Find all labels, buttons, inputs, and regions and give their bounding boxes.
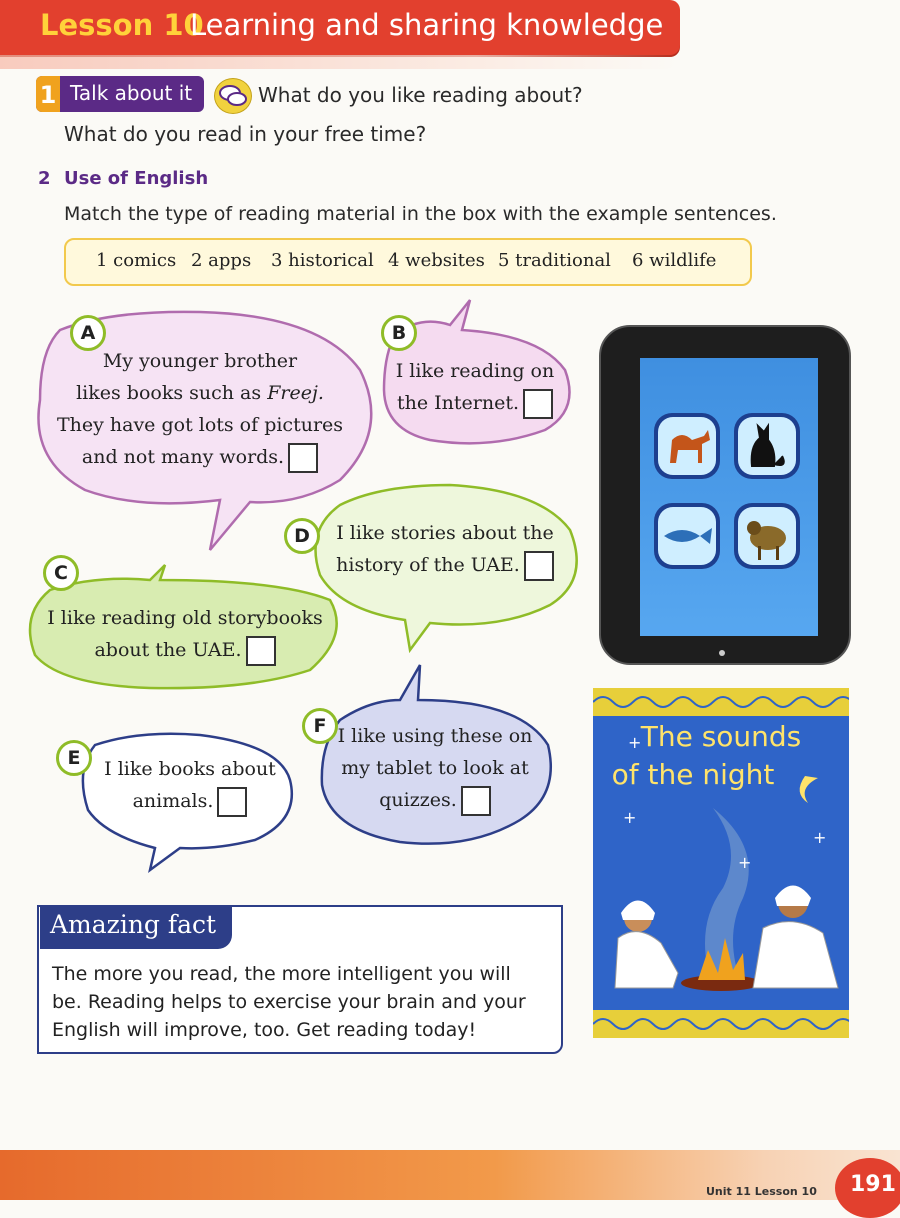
fish-app-icon (654, 503, 720, 569)
lesson-title: Learning and sharing knowledge (190, 8, 664, 42)
svg-text:+: + (813, 828, 827, 847)
bubble-a-line: My younger brother (102, 350, 298, 372)
bubble-c-text (40, 602, 330, 666)
bubble-d-line-part: history of the UAE. (336, 554, 520, 576)
word-box (64, 238, 752, 286)
bubble-f-letter: F (302, 708, 338, 744)
talk-about-it-badge (36, 76, 204, 112)
word-comics: 1 comics (96, 250, 177, 271)
bubble-a-line (50, 441, 350, 473)
cat-app-icon (734, 413, 800, 479)
svg-text:+: + (623, 808, 637, 827)
bubble-e-letter: E (56, 740, 92, 776)
bubble-b-line: I like reading on (395, 360, 555, 382)
svg-text:+: + (628, 733, 642, 752)
header-swoosh (0, 55, 680, 69)
bubble-f-text (330, 720, 540, 816)
question-2: What do you read in your free time? (64, 122, 427, 146)
book-title-line-2: of the night (611, 758, 775, 791)
bubble-d-line (330, 549, 560, 581)
bubble-a-text (50, 345, 350, 473)
bubble-a-letter: A (70, 315, 106, 351)
amazing-fact-title: Amazing fact (50, 910, 217, 939)
lesson-banner (0, 0, 680, 55)
bubble-c-line (40, 634, 330, 666)
tablet-illustration (592, 318, 860, 670)
answer-box-e[interactable] (217, 787, 247, 817)
bubble-f-line: I like using these on (337, 725, 533, 747)
camel-app-icon (654, 413, 720, 479)
answer-box-d[interactable] (524, 551, 554, 581)
amazing-fact-text (52, 960, 552, 1044)
bubble-a-line: They have got lots of pictures (56, 414, 344, 436)
bubble-d-line: I like stories about the (336, 522, 554, 544)
page-number: 191 (850, 1172, 896, 1197)
fact-line: The more you read, the more intelligent you will (52, 963, 511, 985)
word-historical: 3 historical (271, 250, 374, 271)
bubble-e-line (100, 785, 280, 817)
answer-box-f[interactable] (461, 786, 491, 816)
book-title-freej: Freej. (267, 382, 324, 404)
section-1-number: 1 (36, 76, 60, 112)
word-apps: 2 apps (191, 250, 252, 271)
bubble-c-letter: C (43, 555, 79, 591)
bubble-e-line: I like books about (104, 758, 276, 780)
section-2-title: Use of English (64, 168, 209, 189)
lesson-number: Lesson 10 (40, 8, 204, 42)
bubble-a-line-part: and not many words. (81, 446, 285, 468)
footer-unit-label: Unit 11 Lesson 10 (706, 1185, 817, 1198)
bubble-c-line: I like reading old storybooks (47, 607, 323, 629)
bubble-b-letter: B (381, 315, 417, 351)
answer-box-b[interactable] (523, 389, 553, 419)
bubble-b-line-part: the Internet. (396, 392, 519, 414)
svg-text:+: + (738, 853, 752, 872)
word-wildlife: 6 wildlife (632, 250, 717, 271)
section-2-number: 2 (38, 168, 51, 189)
fact-line: English will improve, too. Get reading today! (52, 1019, 477, 1041)
talk-about-it-label: Talk about it (70, 81, 193, 105)
sheep-app-icon (734, 503, 800, 569)
bubble-f-line: my tablet to look at (341, 757, 529, 779)
book-title-line-1: The sounds (640, 720, 802, 753)
section-2-instruction: Match the type of reading material in the box with the example sentences. (64, 203, 777, 225)
bubble-b-text (390, 355, 560, 419)
bubble-d-text (330, 517, 560, 581)
answer-box-a[interactable] (288, 443, 318, 473)
bubble-d-letter: D (284, 518, 320, 554)
bubble-a-line (50, 377, 350, 409)
seated-man-left (615, 901, 678, 989)
word-websites: 4 websites (388, 250, 485, 271)
bubble-a-line-part: likes books such as (76, 382, 262, 404)
answer-box-c[interactable] (246, 636, 276, 666)
seated-man-right (753, 886, 838, 989)
bubble-b-line (390, 387, 560, 419)
bubble-e-line-part: animals. (132, 790, 214, 812)
question-1: What do you like reading about? (258, 83, 583, 107)
speech-bubbles-icon (214, 78, 252, 114)
bubble-f-line (330, 784, 540, 816)
bubble-e-text (100, 753, 280, 817)
bubble-c-line-part: about the UAE. (94, 639, 242, 661)
word-traditional: 5 traditional (498, 250, 611, 271)
bubble-f-line-part: quizzes. (379, 789, 457, 811)
fact-line: be. Reading helps to exercise your brain and your (52, 991, 526, 1013)
